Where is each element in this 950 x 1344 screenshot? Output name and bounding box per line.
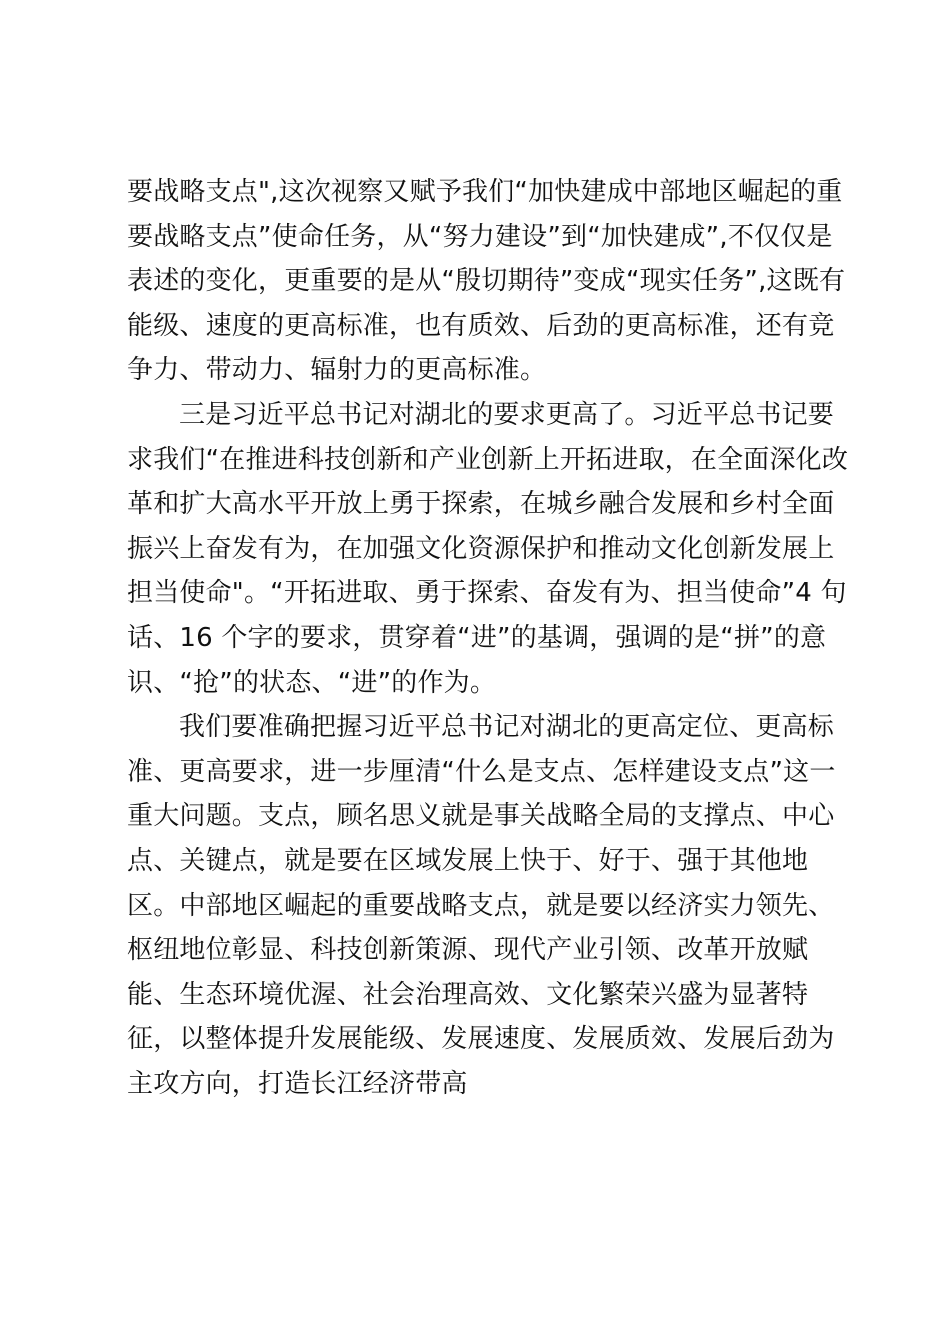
text-line: 准、更高要求，进一步厘清“什么是支点、怎样建设支点”这一 — [127, 756, 836, 787]
text-line: 重大问题。支点，顾名思义就是事关战略全局的支撑点、中心 — [127, 801, 835, 832]
text-line: 能级、速度的更高标准，也有质效、后劲的更高标准，还有竞 — [127, 310, 835, 341]
text-line: 担当使命"。“开拓进取、勇于探索、奋发有为、担当使命”4 句 — [127, 578, 847, 609]
text-line: 识、“抢”的状态、“进”的作为。 — [127, 667, 497, 698]
text-line: 革和扩大高水平开放上勇于探索，在城乡融合发展和乡村全面 — [127, 489, 835, 520]
text-line: 话、16 个字的要求，贯穿着“进”的基调，强调的是“拼”的意 — [127, 622, 827, 653]
text-line: 枢纽地位彰显、科技创新策源、现代产业引领、改革开放赋 — [127, 935, 809, 966]
text-line: 振兴上奋发有为，在加强文化资源保护和推动文化创新发展上 — [127, 533, 835, 564]
text-line: 要战略支点”使命任务，从“努力建设”到“加快建成”,不仅仅是 — [127, 221, 833, 252]
paragraph-start-line: 我们要准确把握习近平总书记对湖北的更高定位、更高标 — [179, 712, 835, 743]
text-line: 表述的变化，更重要的是从“殷切期待”变成“现实任务”,这既有 — [127, 266, 846, 297]
paragraph-start-line: 三是习近平总书记对湖北的要求更高了。习近平总书记要 — [179, 399, 835, 430]
text-line: 征，以整体提升发展能级、发展速度、发展质效、发展后劲为 — [127, 1024, 835, 1055]
text-line: 要战略支点",这次视察又赋予我们“加快建成中部地区崛起的重 — [127, 177, 843, 207]
text-line: 求我们“在推进科技创新和产业创新上开拓进取，在全面深化改 — [127, 444, 849, 475]
text-line: 争力、带动力、辐射力的更高标准。 — [127, 355, 547, 386]
text-line: 主攻方向，打造长江经济带高 — [127, 1068, 468, 1099]
body-text — [127, 170, 847, 1106]
text-line: 点、关键点，就是要在区域发展上快于、好于、强于其他地 — [127, 845, 809, 876]
text-line: 能、生态环境优渥、社会治理高效、文化繁荣兴盛为显著特 — [127, 979, 809, 1010]
text-line: 区。中部地区崛起的重要战略支点，就是要以经济实力领先、 — [127, 890, 835, 921]
